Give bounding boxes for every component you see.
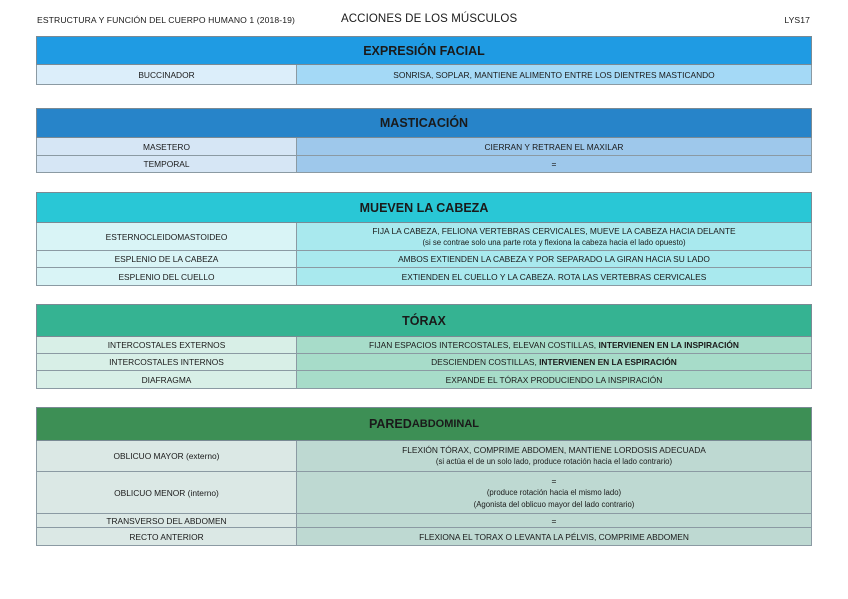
table-row	[36, 472, 812, 514]
muscle-action: AMBOS EXTIENDEN LA CABEZA Y POR SEPARADO LA GIRAN HACIA SU LADO	[297, 251, 811, 267]
muscle-name: OBLICUO MAYOR (externo)	[37, 441, 297, 471]
muscle-name: INTERCOSTALES EXTERNOS	[37, 337, 297, 353]
section-masticacion	[36, 108, 812, 173]
section-title: PARED ABDOMINAL	[36, 407, 812, 441]
muscle-action: EXPANDE EL TÓRAX PRODUCIENDO LA INSPIRACIÓN	[297, 371, 811, 388]
muscle-name: TRANSVERSO DEL ABDOMEN	[37, 514, 297, 527]
muscle-note: (si actúa el de un solo lado, produce rotación hacia el lado contrario)	[435, 457, 673, 466]
table-row	[36, 371, 812, 389]
table-row	[36, 65, 812, 85]
muscle-name: ESTERNOCLEIDOMASTOIDEO	[37, 223, 297, 250]
muscle-action: = (produce rotación hacia el mismo lado) (Agonista del oblicuo mayor del lado contrario)	[297, 472, 811, 513]
muscle-name: BUCCINADOR	[37, 65, 297, 84]
section-pared-abdominal	[36, 407, 812, 546]
muscle-action: =	[297, 514, 811, 527]
muscle-action: SONRISA, SOPLAR, MANTIENE ALIMENTO ENTRE LOS DIENTRES MASTICANDO	[297, 65, 811, 84]
table-row	[36, 528, 812, 546]
table-row	[36, 514, 812, 528]
muscle-name: DIAFRAGMA	[37, 371, 297, 388]
muscle-name: OBLICUO MENOR (interno)	[37, 472, 297, 513]
document-title: ACCIONES DE LOS MÚSCULOS	[341, 13, 518, 25]
muscle-name: TEMPORAL	[37, 156, 297, 172]
muscle-name: ESPLENIO DE LA CABEZA	[37, 251, 297, 267]
table-row	[36, 337, 812, 354]
table-row	[36, 251, 812, 268]
section-title: MUEVEN LA CABEZA	[36, 192, 812, 223]
emphasis: INTERVIENEN EN LA ESPIRACIÓN	[539, 357, 677, 367]
muscle-action: EXTIENDEN EL CUELLO Y LA CABEZA. ROTA LAS VERTEBRAS CERVICALES	[297, 268, 811, 285]
muscle-name: ESPLENIO DEL CUELLO	[37, 268, 297, 285]
section-mueven-la-cabeza	[36, 192, 812, 286]
document-header-left: ESTRUCTURA Y FUNCIÓN DEL CUERPO HUMANO 1 (2018-19)	[37, 15, 295, 25]
muscle-action: FLEXIONA EL TORAX O LEVANTA LA PÉLVIS, COMPRIME ABDOMEN	[297, 528, 811, 545]
section-expresion-facial	[36, 36, 812, 85]
document-code: LYS17	[784, 15, 810, 25]
muscle-note: (Agonista del oblicuo mayor del lado contrario)	[473, 499, 635, 509]
table-row	[36, 268, 812, 286]
muscle-action: FIJA LA CABEZA, FELIONA VERTEBRAS CERVICALES, MUEVE LA CABEZA HACIA DELANTE (si se contrae solo una parte rota y flexiona la cabeza hacia el lado opuesto)	[297, 223, 811, 250]
muscle-name: RECTO ANTERIOR	[37, 528, 297, 545]
table-row	[36, 156, 812, 173]
muscle-note: (si se contrae solo una parte rota y flexiona la cabeza hacia el lado opuesto)	[422, 237, 686, 247]
muscle-action: FLEXIÓN TÓRAX, COMPRIME ABDOMEN, MANTIENE LORDOSIS ADECUADA (si actúa el de un solo lado, produce rotación hacia el lado contrario)	[297, 441, 811, 471]
section-title: TÓRAX	[36, 304, 812, 337]
muscle-action: CIERRAN Y RETRAEN EL MAXILAR	[297, 138, 811, 155]
section-torax	[36, 304, 812, 389]
emphasis: INTERVIENEN EN LA INSPIRACIÓN	[598, 340, 739, 350]
section-title: EXPRESIÓN FACIAL	[36, 36, 812, 65]
muscle-name: INTERCOSTALES INTERNOS	[37, 354, 297, 370]
muscle-action: =	[297, 156, 811, 172]
muscle-action: DESCIENDEN COSTILLAS, INTERVIENEN EN LA ESPIRACIÓN	[297, 354, 811, 370]
table-row	[36, 223, 812, 251]
muscle-action: FIJAN ESPACIOS INTERCOSTALES, ELEVAN COSTILLAS, INTERVIENEN EN LA INSPIRACIÓN	[297, 337, 811, 353]
muscle-name: MASETERO	[37, 138, 297, 155]
muscle-note: (produce rotación hacia el mismo lado)	[486, 487, 622, 497]
table-row	[36, 138, 812, 156]
table-row	[36, 354, 812, 371]
table-row	[36, 441, 812, 472]
section-title: MASTICACIÓN	[36, 108, 812, 138]
